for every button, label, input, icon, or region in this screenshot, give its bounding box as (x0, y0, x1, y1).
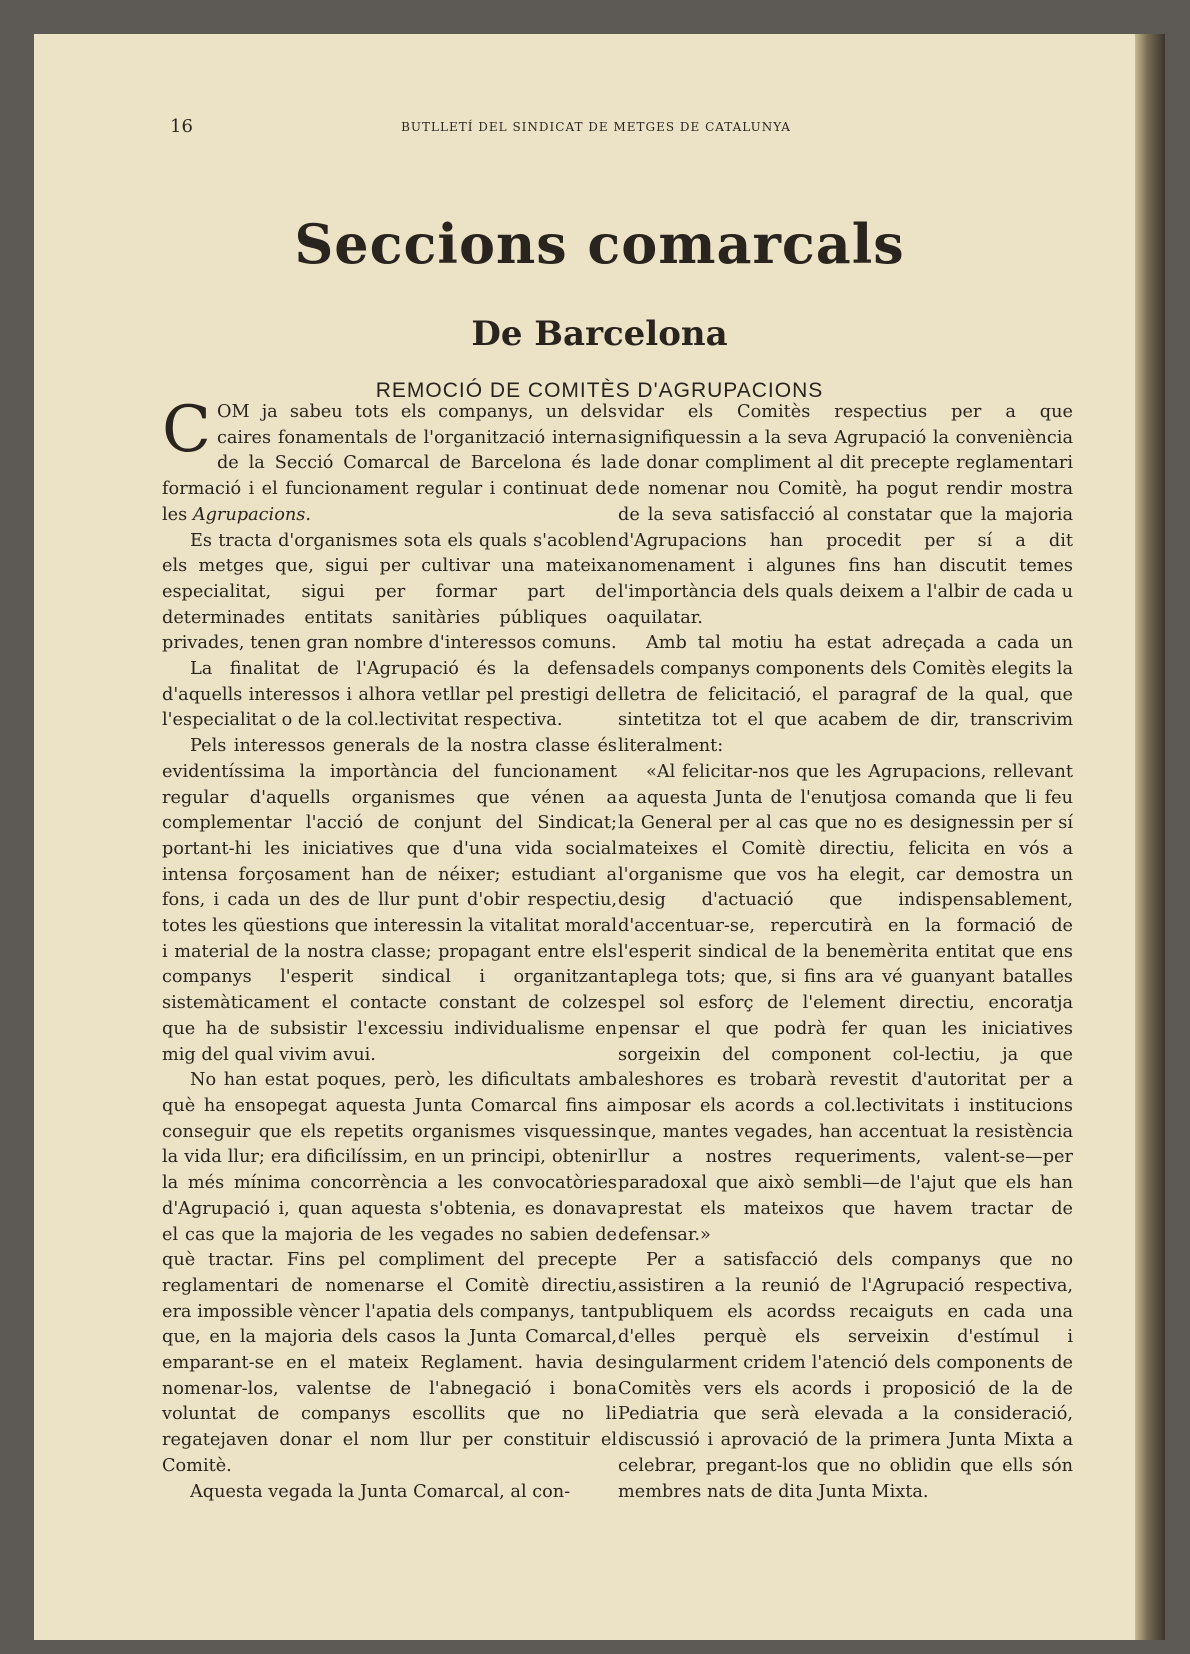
page-number: 16 (170, 116, 193, 137)
paragraph: La finalitat de l'Agrupació és la defensa d'aquells interessos i alhora vetllar pel prestigi de l'especialitat o de la col.lectivitat respectiva. (162, 659, 617, 731)
running-header (170, 116, 1022, 138)
section-heading: REMOCIÓ DE COMITÈS D'AGRUPACIONS (375, 379, 824, 402)
paragraph: Es tracta d'organismes sota els quals s'acoblen els metges que, sigui per cultivar una mateixa especialitat, sigui per formar part de determinades entitats sanitàries públiques o privades, tenen gran nombre d'interessos comuns. (162, 530, 617, 654)
italic-term: Agrupacions. (192, 504, 311, 525)
paragraph: Pels interessos generals de la nostra classe és evidentíssima la importància del funcionament regular d'aquells organismes que vénen a complementar l'acció de conjunt del Sindicat; portant-hi les iniciatives que d'una vida social intensa forçosament han de néixer; estudiant a fons, i cada un des de llur punt d'obir respectiu, totes les qüestions que interessin la vitalitat moral i material de la nostra classe; propagant entre els companys l'esperit sindical i organitzant sistemàticament el contacte constant de colzes que ha de subsistir l'excessiu individualisme en mig del qual vivim avui. (162, 736, 617, 1065)
paragraph: vidar els Comitès respectius per a que signifiquessin a la seva Agrupació la conveniència de donar compliment al dit precepte reglamentari de nomenar nou Comitè, ha pogut rendir mostra de la seva satisfacció al constatar que la majoria d'Agrupacions han procedit per sí a dit nomenament i algunes fins han discutit temes l'importància dels quals deixem a l'albir de cada u aquilatar. (618, 402, 1073, 628)
paragraph: «Al felicitar-nos que les Agrupacions, rellevant a aquesta Junta de l'enutjosa comanda que li feu la General per al cas que no es designessin per sí mateixes el Comitè directiu, felicita en vós a l'organisme que vos ha elegit, car demostra un desig d'actuació que indispensablement, d'accentuar-se, repercutirà en la formació de l'esperit sindical de la benemèrita entitat que ens aplega tots; que, si fins ara vé guanyant batalles pel sol esforç de l'element directiu, encoratja pensar el que podrà fer quan les iniciatives sorgeixin del component col-lectiu, ja que aleshores es trobarà revestit d'autoritat per a imposar els acords a col.lectivitats i institucions que, mantes vegades, han accentuat la resistència llur a nostres requeriments, valent-se—per paradoxal que això sembli—de l'ajut que els han prestat els mateixos que havem tractar de defensar.» (618, 761, 1073, 1245)
page-subtitle: De Barcelona (471, 314, 728, 354)
paragraph: Per a satisfacció dels companys que no assistiren a la reunió de l'Agrupació respectiva, publiquem els acordss recaiguts en cada una d'elles perquè els serveixin d'estímul i singularment cridem l'atenció dels components de Comitès vers els acords i proposició de la de Pediatria que serà elevada a la consideració, discussió i aprovació de la primera Junta Mixta a celebrar, pregant-los que no oblidin que ells són membres nats de dita Junta Mixta. (618, 1250, 1073, 1502)
running-title: BUTLLETÍ DEL SINDICAT DE METGES DE CATALUNYA (401, 120, 791, 134)
right-column (618, 400, 1073, 1505)
drop-cap: C (162, 393, 211, 467)
left-column (162, 393, 617, 1505)
page-title: Seccions comarcals (294, 212, 905, 276)
paragraph: COM ja sabeu tots els companys, un dels caires fonamentals de l'organització interna de la Secció Comarcal de Barcelona és la formació i el funcionament regular i continuat de les Agrupacions. (162, 393, 617, 525)
paragraph: Amb tal motiu ha estat adreçada a cada un dels companys components dels Comitès elegits la lletra de felicitació, el paragraf de la qual, que sintetitza tot el que acabem de dir, transcrivim literalment: (618, 633, 1073, 757)
paragraph: No han estat poques, però, les dificultats amb què ha ensopegat aquesta Junta Comarcal fins a conseguir que els repetits organismes visquessin la vida llur; era dificilíssim, en un principi, obtenir la més mínima concorrència a les convocatòries d'Agrupació i, quan aquesta s'obtenia, es donava el cas que la majoria de les vegades no sabien de què tractar. Fins pel compliment del precepte reglamentari de nomenarse el Comitè directiu, era impossible vèncer l'apatia dels companys, tant que, en la majoria dels casos la Junta Comarcal, emparant-se en el mateix Reglament. havia de nomenar-los, valentse de l'abnegació i bona voluntat de companys escollits que no li regatejaven donar el nom llur per constituir el Comitè. (162, 1070, 617, 1476)
paragraph: Aquesta vegada la Junta Comarcal, al con- (190, 1481, 571, 1502)
document-page (34, 34, 1165, 1640)
